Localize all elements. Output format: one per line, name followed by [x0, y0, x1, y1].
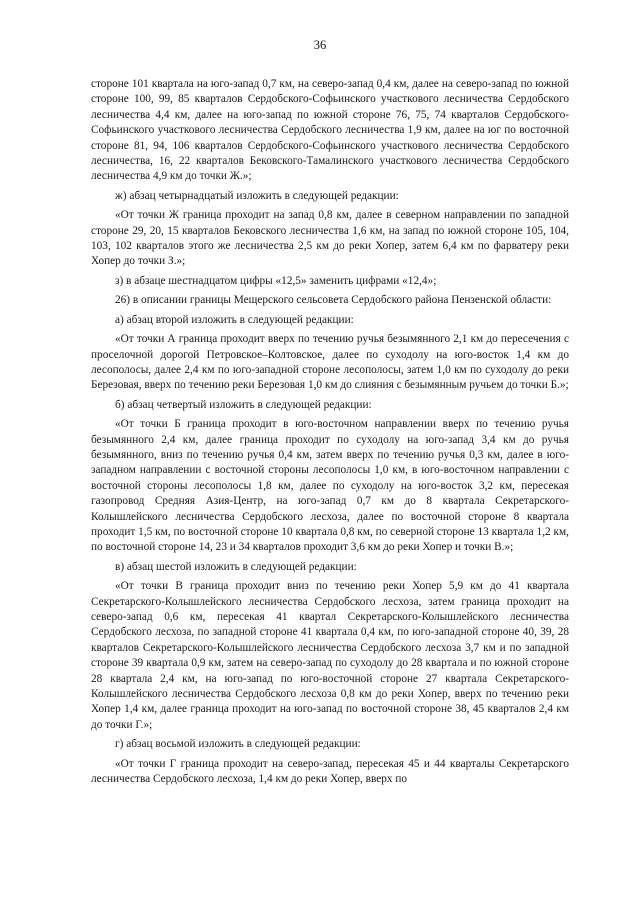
paragraph-item-26: 26) в описании границы Мещерского сельсовета Сердобского района Пензенской области:	[115, 294, 552, 307]
paragraph-continuation: стороне 101 квартала на юго-запад 0,7 км, на северо-запад 0,4 км, далее на северо-запад по южной стороне 100, 99, 85 кварталов Сердобского-Софьинского участкового лесничества Сердобского лесничества 4,4 км, далее на юго-запад по южной стороне 76, 75, 74 кварталов Сердобского-Софьинского участкового лесничества Сердобского лесничества 1,9 км, далее на юг по восточной стороне 81, 94, 106 кварталов Сердобского-Софьинского участкового лесничества Сердобского лесничества, 16, 22 кварталов Бековского-Тамалинского участкового лесничества Сердобского лесничества 4,9 км до точки Ж.»;	[91, 78, 569, 183]
paragraph-item-g: г) абзац восьмой изложить в следующей редакции:	[115, 738, 361, 751]
paragraph-quote-a: «От точки А граница проходит вверх по течению ручья безымянного 2,1 км до пересечения с проселочной дорогой Петровское–Колтовское, далее по суходолу на юго-восток 1,4 км до лесополосы, далее 2,4 км по юго-западной стороне лесополосы, затем 1,0 км по суходолу до реки Березовая, вверх по течению реки Березовая 1,0 км до слияния с безымянным ручьем до точки Б.»;	[91, 333, 569, 392]
document-body	[91, 77, 569, 787]
paragraph-item-z: з) в абзаце шестнадцатом цифры «12,5» заменить цифрами «12,4»;	[115, 274, 437, 287]
paragraph-item-zh: ж) абзац четырнадцатый изложить в следующей редакции:	[115, 189, 399, 202]
paragraph-quote-zh: «От точки Ж граница проходит на запад 0,8 км, далее в северном направлении по западной стороне 29, 20, 15 кварталов Бековского лесничества 1,6 км, на запад по южной стороне 105, 104, 103, 102 кварталов этого же лесничества 2,5 км до реки Хопер, затем 6,4 км по фарватеру реки Хопер до точки З.»;	[91, 209, 569, 268]
paragraph-item-b: б) абзац четвертый изложить в следующей редакции:	[115, 398, 372, 411]
paragraph-quote-b: «От точки Б граница проходит в юго-восточном направлении вверх по течению ручья безымянного 2,4 км, далее граница проходит по суходолу на юго-запад 3,4 км до ручья безымянного, вниз по течению ручья 0,4 км, затем вверх по течению ручья 0,3 км, далее в юго-западном направлении с восточной стороны лесополосы 1,0 км, в юго-восточном направлении с восточной стороны лесополосы 1,8 км, далее по суходолу на юго-восток 3,2 км, пересекая газопровод Средняя Азия-Центр, на юго-запад 0,7 км до 8 квартала Секретарского-Колышлейского лесничества Сердобского лесхоза, далее по восточной стороне 8 квартала проходит 1,5 км, по восточной стороне 10 квартала 0,8 км, по северной стороне 13 квартала 1,2 км, по восточной стороне 14, 23 и 34 кварталов проходит 3,6 км до реки Хопер и точки В.»;	[91, 418, 569, 554]
page-number: 36	[313, 38, 327, 52]
paragraph-quote-v: «От точки В граница проходит вниз по течению реки Хопер 5,9 км до 41 квартала Секретарского-Колышлейского лесничества Сердобского лесхоза, затем граница проходит на северо-запад 0,6 км, пересекая 41 квартал Секретарского-Колышлейского лесничества Сердобского лесхоза, по западной стороне 41 квартала 0,4 км, по юго-западной стороне 40, 39, 28 кварталов Секретарского-Колышлейского лесничества Сердобского лесхоза 3,7 км и по западной стороне 39 квартала 0,9 км, затем на северо-запад по суходолу до 28 квартала и по южной стороне 28 квартала 2,4 км, на юго-запад по юго-восточной стороне 27 квартала Секретарского-Колышлейского лесничества Сердобского лесхоза 0,8 км до реки Хопер, вверх по течению реки Хопер 1,4 км, далее граница проходит на юго-запад по восточной стороне 38, 45 кварталов 2,4 км до точки Г.»;	[91, 580, 569, 731]
paragraph-item-v: в) абзац шестой изложить в следующей редакции:	[115, 560, 357, 573]
paragraph-item-a: а) абзац второй изложить в следующей редакции:	[115, 313, 354, 326]
paragraph-quote-g: «От точки Г граница проходит на северо-запад, пересекая 45 и 44 кварталы Секретарского лесничества Сердобского лесхоза, 1,4 км до реки Хопер, вверх по	[91, 757, 569, 786]
